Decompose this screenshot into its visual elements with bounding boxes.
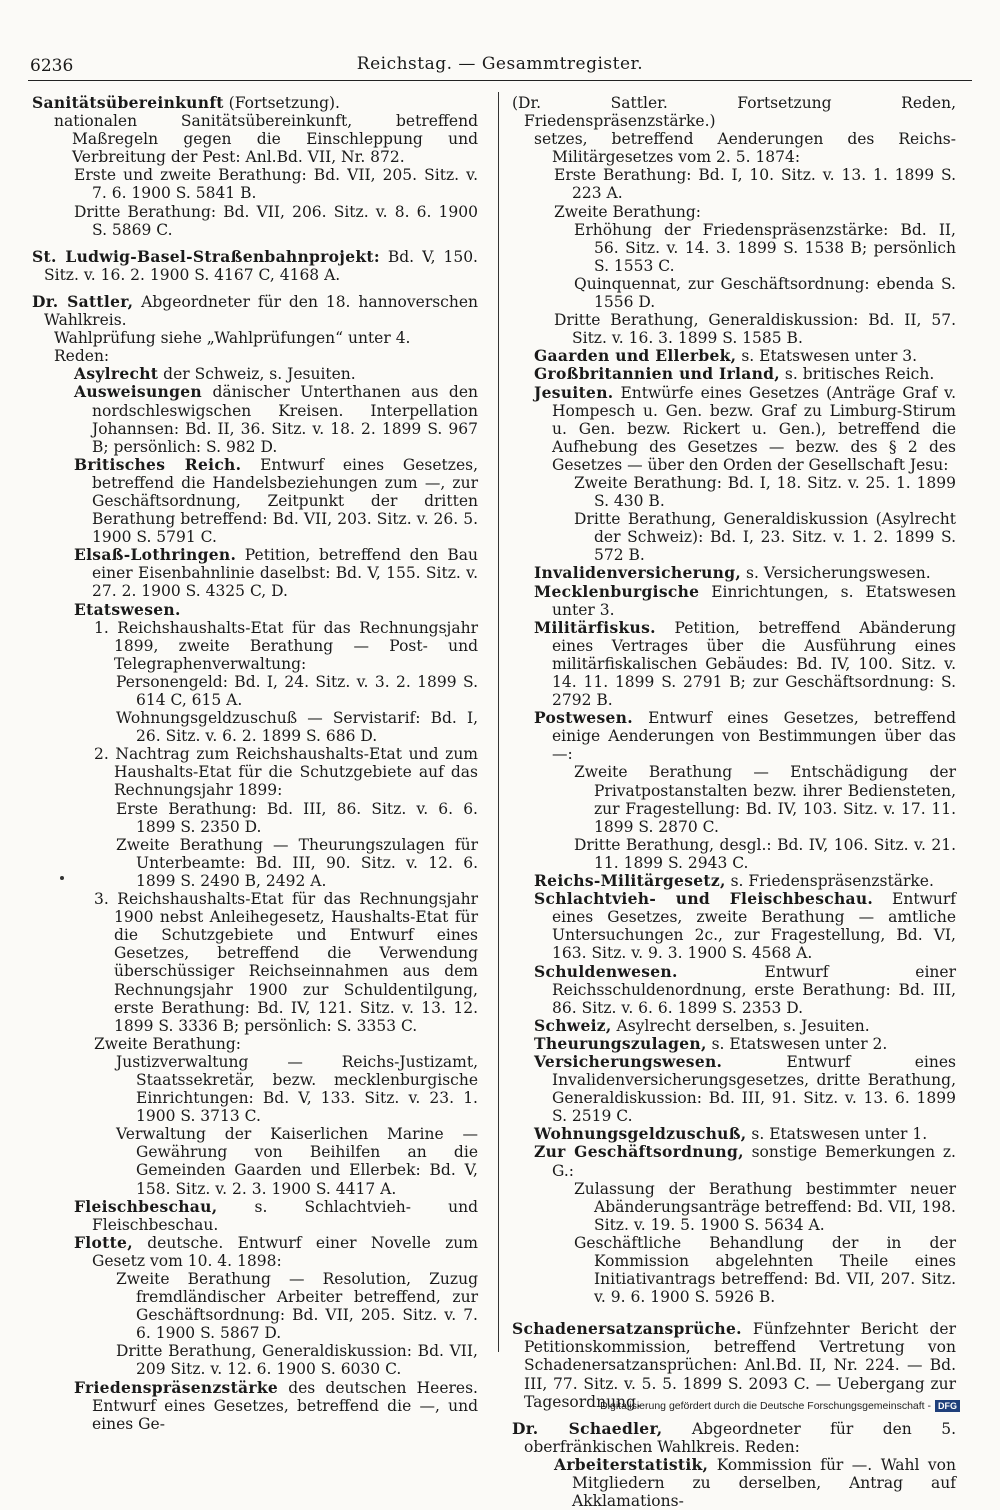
footer — [600, 1400, 960, 1412]
index-entry — [512, 510, 956, 564]
entry-heading: Schadenersatzansprüche. — [512, 1319, 742, 1339]
index-entry — [512, 221, 956, 275]
entry-heading: Fleischbeschau, — [74, 1196, 218, 1216]
entry-text: 2. Nachtrag zum Reichshaushalts-Etat und zum Haushalts-Etat für die Schutzgebiete auf das Rechnungsjahr 1899: — [94, 745, 478, 800]
index-entry — [32, 1270, 478, 1342]
entry-text: Dritte Berathung, Generaldiskussion: Bd. II, 57. Sitz. v. 16. 3. 1899 S. 1585 B. — [554, 311, 956, 348]
entry-heading: Postwesen. — [534, 708, 633, 728]
entry-text: s. britisches Reich. — [780, 365, 935, 384]
entry-text: s. Friedenspräsenzstärke. — [725, 872, 934, 891]
entry-text: Quinquennat, zur Geschäftsordnung: ebenda S. 1556 D. — [574, 274, 956, 312]
entry-heading: Reichs-Militärgesetz, — [534, 871, 726, 891]
index-entry — [32, 293, 478, 329]
index-entry — [512, 1053, 956, 1125]
entry-text: Zweite Berathung — Entschädigung der Privatpostanstalten bezw. ihrer Bediensteten, zur Fragestellung: Bd. IV, 103. Sitz. v. 17. 11. 1899 S. 2870 C. — [574, 763, 956, 836]
entry-text: Personengeld: Bd. I, 24. Sitz. v. 3. 2. 1899 S. 614 C, 615 A. — [116, 672, 478, 709]
footer-text: Digitalisierung gefördert durch die Deutsche Forschungsgemeinschaft - — [600, 1400, 931, 1412]
entry-text: Einrichtungen, s. Etatswesen unter 3. — [552, 582, 956, 619]
index-entry — [512, 836, 956, 872]
index-entry — [512, 1320, 956, 1410]
entry-text: Zulassung der Berathung bestimmter neuer Abänderungsanträge betreffend: Bd. VII, 198. Sitz. v. 19. 5. 1900 S. 5634 A. — [574, 1179, 956, 1234]
index-entry — [32, 383, 478, 455]
index-entry — [512, 94, 956, 130]
entry-heading: Asylrecht — [74, 364, 159, 384]
left-column — [32, 94, 478, 1433]
index-entry — [32, 1198, 478, 1234]
index-entry — [512, 1017, 956, 1035]
entry-heading: Großbritannien und Irland, — [534, 364, 780, 384]
index-entry — [32, 745, 478, 799]
entry-text: Justizverwaltung — Reichs-Justizamt, Staatssekretär, bezw. mecklenburgische Einrichtungen: Bd. V, 133. Sitz. v. 23. 1. 1900 S. 3713 C. — [116, 1052, 478, 1126]
index-entry — [512, 583, 956, 619]
entry-text: Kommission für —. Wahl von Mitgliedern zu derselben, Antrag auf Akklamations- — [572, 1455, 956, 1510]
entry-heading: Schuldenwesen. — [534, 961, 678, 981]
entry-text: 3. Reichshaushalts-Etat für das Rechnungsjahr 1900 nebst Anleihegesetz, Haushalts-Etat für die Schutzgebiete und Entwurf eines Gesetzes, betreffend die Verwendung überschüssiger Reichseinnahmen aus dem Rechnungsjahr 1900 zur Schuldentilgung, erste Berathung: Bd. IV, 121. Sitz. v. 13. 12. 1899 S. 3336 B; persönlich: S. 3353 C. — [94, 890, 478, 1035]
entry-heading: Schweiz, — [534, 1015, 612, 1035]
entry-text: s. Etatswesen unter 3. — [736, 347, 918, 366]
index-entry — [32, 248, 478, 284]
index-entry — [512, 890, 956, 962]
entry-heading: Zur Geschäftsordnung, — [534, 1142, 744, 1162]
index-entry — [512, 709, 956, 763]
index-entry — [512, 347, 956, 365]
entry-text: Dritte Berathung, Generaldiskussion: Bd. VII, 209 Sitz. v. 12. 6. 1900 S. 6030 C. — [116, 1342, 478, 1379]
index-entry — [32, 601, 478, 619]
entry-text: Entwurf einer Reichsschuldenordnung, erste Berathung: Bd. III, 86. Sitz. v. 6. 6. 1899 S. 2353 D. — [552, 962, 956, 1017]
entry-heading: Jesuiten. — [534, 382, 614, 402]
entry-text: Reden: — [54, 347, 110, 366]
index-entry — [512, 1420, 956, 1456]
entry-text: Entwurf eines Gesetzes, betreffend einige Aenderungen von Bestimmungen über das —: — [552, 709, 956, 764]
entry-text: setzes, betreffend Aenderungen des Reichs-Militärgesetzes vom 2. 5. 1874: — [534, 130, 956, 167]
index-entry — [32, 347, 478, 365]
index-entry — [32, 1035, 478, 1053]
index-entry — [512, 872, 956, 890]
entry-text: Zweite Berathung: Bd. I, 18. Sitz. v. 25. 1. 1899 S. 430 B. — [574, 473, 956, 511]
entry-text: Entwurf eines Gesetzes, zweite Berathung — amtliche Untersuchungen 2c., zur Fragestellung, Bd. VI, 163. Sitz. v. 9. 3. 1900 S. 4568 A. — [552, 890, 956, 963]
column-divider — [498, 92, 499, 1352]
index-entry — [32, 456, 478, 546]
entry-heading: Flotte, — [74, 1232, 133, 1252]
index-entry — [512, 365, 956, 383]
entry-heading: Gaarden und Ellerbek, — [534, 346, 737, 366]
index-entry — [32, 203, 478, 239]
entry-text: s. Schlachtvieh- und Fleischbeschau. — [92, 1197, 478, 1234]
entry-text: (Fortsetzung). — [223, 94, 340, 112]
entry-text: Entwurf eines Gesetzes, betreffend die Handelsbeziehungen zum —, zur Geschäftsordnung, Zeitpunkt der dritten Berathung betreffend: Bd. VII, 203. Sitz. v. 26. 5. 1900 S. 5791 C. — [92, 455, 478, 547]
dfg-logo: DFG — [935, 1400, 960, 1412]
index-entry — [32, 112, 478, 166]
entry-text: s. Etatswesen unter 2. — [706, 1034, 888, 1053]
index-entry — [512, 275, 956, 311]
index-entry — [512, 384, 956, 474]
entry-text: s. Etatswesen unter 1. — [746, 1125, 928, 1144]
index-entry — [32, 166, 478, 202]
entry-heading: Etatswesen. — [74, 599, 181, 619]
index-entry — [32, 1234, 478, 1270]
entry-text: Fünfzehnter Bericht der Petitionskommission, betreffend Vertretung von Schadenersatzansprüchen: Anl.Bd. II, Nr. 224. — Bd. III, 77. Sitz. v. 5. 5. 1899 S. 2093 C. — Uebergang zur Tagesordnung. — [524, 1320, 956, 1411]
entry-heading: Elsaß-Lothringen. — [74, 545, 237, 565]
index-entry — [512, 963, 956, 1017]
entry-text: Erste und zweite Berathung: Bd. VII, 205. Sitz. v. 7. 6. 1900 S. 5841 B. — [74, 166, 478, 203]
entry-text: Petition, betreffend Abänderung eines Vertrages über die Ausführung eines militärfiskalischen Gebäudes: Bd. IV, 100. Sitz. v. 14. 11. 1899 S. 2791 B; zur Geschäftsordnung: S. 2792 B. — [552, 618, 956, 710]
index-entry — [32, 329, 478, 347]
entry-text: dänischer Unterthanen aus den nordschleswigschen Kreisen. Interpellation Johannsen: Bd. II, 36. Sitz. v. 18. 2. 1899 S. 967 B; persönlich: S. 982 D. — [92, 383, 478, 456]
entry-heading: St. Ludwig-Basel-Straßenbahnprojekt: — [32, 246, 380, 266]
entry-text: Entwürfe eines Gesetzes (Anträge Graf v. Hompesch u. Gen. bezw. Graf zu Limburg-Stirum u. Gen. bezw. Rickert u. Gen.), betreffend die Aufhebung des Gesetzes — bezw. des § 2 des Gesetzes — über den Orden der Gesellschaft Jesu: — [552, 383, 956, 474]
entry-heading: Arbeiterstatistik, — [554, 1454, 709, 1474]
entry-heading: Invalidenversicherung, — [534, 563, 742, 583]
entry-text: Abgeordneter für den 5. oberfränkischen Wahlkreis. Reden: — [524, 1419, 956, 1456]
entry-text: Wahlprüfung siehe „Wahlprüfungen“ unter 4. — [54, 329, 411, 348]
entry-text: Entwurf eines Invalidenversicherungsgesetzes, dritte Berathung, Generaldiskussion: Bd. III, 91. Sitz. v. 13. 6. 1899 S. 2519 C. — [552, 1052, 956, 1126]
entry-heading: Dr. Sattler, — [32, 291, 134, 311]
entry-text: Zweite Berathung: — [554, 202, 702, 221]
entry-text: Verwaltung der Kaiserlichen Marine — Gewährung von Beihilfen an die Gemeinden Gaarden und Ellerbek: Bd. V, 158. Sitz. v. 2. 3. 1900 S. 4417 A. — [116, 1125, 478, 1198]
index-entry — [512, 763, 956, 835]
index-entry — [32, 1342, 478, 1378]
index-entry — [512, 311, 956, 347]
entry-text: 1. Reichshaushalts-Etat für das Rechnungsjahr 1899, zweite Berathung — Post- und Telegraphenverwaltung: — [94, 618, 478, 673]
index-entry — [32, 836, 478, 890]
entry-text: Zweite Berathung: — [94, 1034, 242, 1053]
entry-heading: Ausweisungen — [74, 382, 202, 402]
index-entry — [32, 1053, 478, 1125]
index-entry — [512, 1143, 956, 1179]
entry-text: Petition, betreffend den Bau einer Eisenbahnlinie daselbst: Bd. V, 155. Sitz. v. 27. 2. 1900 S. 4325 C, D. — [92, 546, 478, 601]
right-column — [512, 94, 956, 1510]
entry-heading: Versicherungswesen. — [534, 1051, 723, 1071]
entry-text: Bd. V, 150. Sitz. v. 16. 2. 1900 S. 4167 C, 4168 A. — [44, 247, 478, 284]
index-entry — [512, 130, 956, 166]
entry-text: Geschäftliche Behandlung der in der Kommission abgelehnten Theile eines Initiativantrags betreffend: Bd. VII, 207. Sitz. v. 9. 6. 1900 S. 5926 B. — [574, 1233, 956, 1307]
entry-heading: Friedenspräsenzstärke — [74, 1377, 279, 1397]
entry-text: Asylrecht derselben, s. Jesuiten. — [611, 1016, 870, 1035]
index-entry — [512, 1035, 956, 1053]
entry-heading: Mecklenburgische — [534, 581, 700, 601]
entry-text: Zweite Berathung — Theurungszulagen für Unterbeamte: Bd. III, 90. Sitz. v. 12. 6. 1899 S. 2490 B, 2492 A. — [116, 835, 478, 890]
entry-heading: Theurungszulagen, — [534, 1033, 707, 1053]
index-entry — [32, 709, 478, 745]
entry-text: deutsche. Entwurf einer Novelle zum Gesetz vom 10. 4. 1898: — [92, 1233, 478, 1270]
entry-text: der Schweiz, s. Jesuiten. — [158, 365, 356, 384]
entry-text: Erste Berathung: Bd. I, 10. Sitz. v. 13. 1. 1899 S. 223 A. — [554, 166, 956, 203]
index-entry — [512, 203, 956, 221]
entry-text: Dritte Berathung, desgl.: Bd. IV, 106. Sitz. v. 21. 11. 1899 S. 2943 C. — [574, 835, 956, 872]
index-entry — [512, 474, 956, 510]
page-number: 6236 — [30, 56, 74, 76]
entry-text: Erste Berathung: Bd. III, 86. Sitz. v. 6. 6. 1899 S. 2350 D. — [116, 799, 478, 836]
entry-text: Dritte Berathung, Generaldiskussion (Asylrecht der Schweiz): Bd. I, 23. Sitz. v. 1. 2. 1899 S. 572 B. — [574, 510, 956, 565]
entry-heading: Dr. Schaedler, — [512, 1418, 663, 1438]
index-entry — [512, 1234, 956, 1306]
header-rule — [28, 80, 972, 81]
index-entry — [512, 166, 956, 202]
index-entry — [32, 890, 478, 1035]
index-entry — [512, 564, 956, 582]
entry-text: Dritte Berathung: Bd. VII, 206. Sitz. v. 8. 6. 1900 S. 5869 C. — [74, 202, 478, 239]
entry-heading: Britisches Reich. — [74, 454, 242, 474]
entry-text: sonstige Bemerkungen z. G.: — [552, 1143, 956, 1180]
index-entry — [512, 1125, 956, 1143]
entry-text: Wohnungsgeldzuschuß — Servistarif: Bd. I, 26. Sitz. v. 6. 2. 1899 S. 686 D. — [116, 709, 478, 746]
index-entry — [32, 800, 478, 836]
index-entry — [512, 1180, 956, 1234]
entry-text: s. Versicherungswesen. — [741, 564, 931, 583]
entry-text: (Dr. Sattler. Fortsetzung Reden, Friedenspräsenzstärke.) — [512, 94, 956, 131]
entry-heading: Sanitätsübereinkunft — [32, 93, 224, 112]
index-entry — [32, 1125, 478, 1197]
index-entry — [32, 94, 478, 112]
index-entry — [32, 673, 478, 709]
entry-text: Erhöhung der Friedenspräsenzstärke: Bd. II, 56. Sitz. v. 14. 3. 1899 S. 1538 B; persönlich S. 1553 C. — [574, 220, 956, 275]
index-entry — [32, 1379, 478, 1433]
index-entry — [32, 365, 478, 383]
index-entry — [512, 619, 956, 709]
entry-text: nationalen Sanitätsübereinkunft, betreffend Maßregeln gegen die Einschleppung und Verbreitung der Pest: Anl.Bd. VII, Nr. 872. — [54, 112, 478, 167]
entry-heading: Wohnungsgeldzuschuß, — [534, 1124, 747, 1144]
running-head: Reichstag. — Gesammtregister. — [356, 54, 644, 74]
index-entry — [512, 1456, 956, 1510]
index-entry — [32, 546, 478, 600]
index-entry — [32, 619, 478, 673]
entry-text: Abgeordneter für den 18. hannoverschen Wahlkreis. — [44, 292, 478, 330]
entry-text: Zweite Berathung — Resolution, Zuzug fremdländischer Arbeiter betreffend, zur Geschäftsordnung: Bd. VII, 205. Sitz. v. 7. 6. 1900 S. 5867 D. — [116, 1270, 478, 1343]
entry-heading: Schlachtvieh- und Fleischbeschau. — [534, 889, 874, 909]
entry-text: des deutschen Heeres. Entwurf eines Gesetzes, betreffend die —, und eines Ge- — [92, 1378, 478, 1433]
entry-heading: Militärfiskus. — [534, 617, 656, 637]
